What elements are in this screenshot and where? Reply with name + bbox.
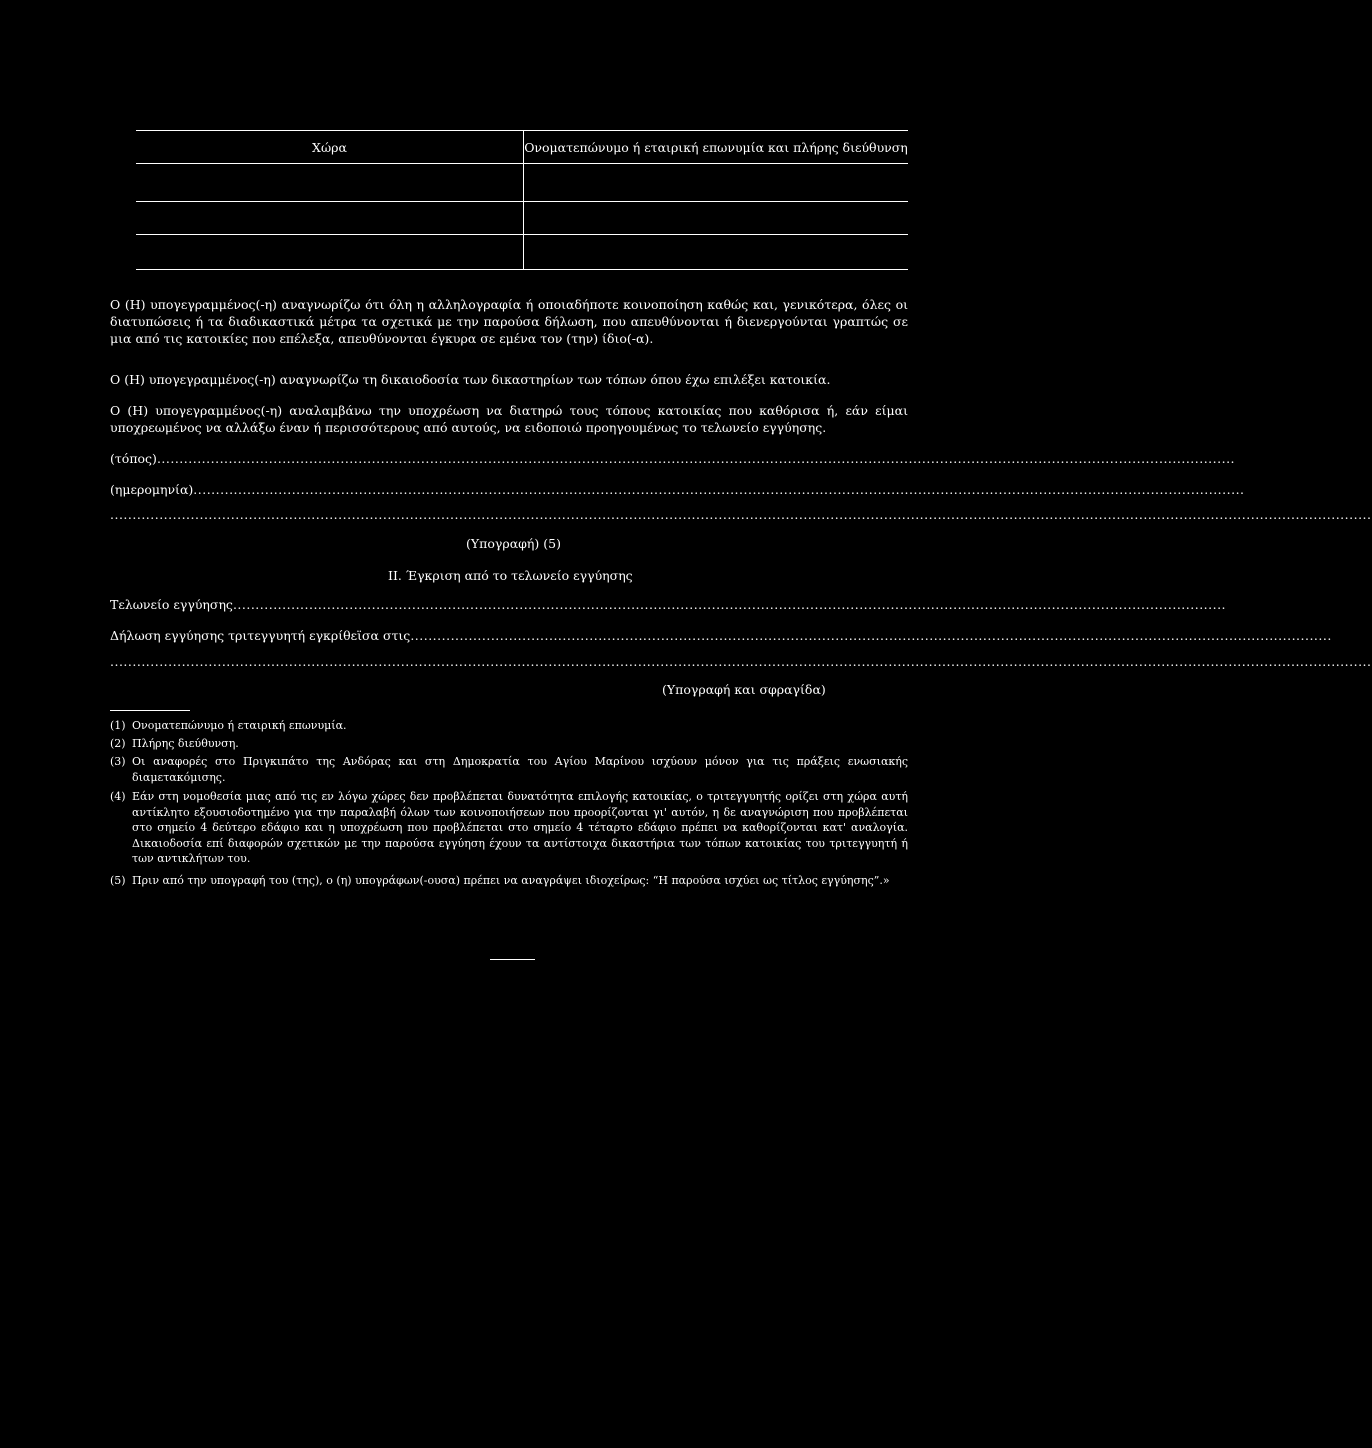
office-label: Τελωνείο εγγύησης [110,597,233,612]
footnote-1 [110,718,908,734]
signature-caption [466,535,561,552]
paragraph-correspondence: Ο (Η) υπογεγραμμένος(-η) αναγνωρίζω ότι όλη η αλληλογραφία ή οποιαδήποτε κοινοποίηση καθώς και, γενικότερα, όλες οι διατυπώσεις ή τα διαδικαστικά μέτρα τα σχετικά με την παρούσα δήλωση, που απευθύνονται ή διενεργούνται γραπτώς σε μια από τις κατοικίες που επέλεξα, απευθύνονται έγκυρα σε εμένα τον (την) ίδιο(-α). [110,297,908,346]
table-header-rule [136,163,908,164]
footnote-3 [110,754,908,785]
place-label: (τόπος) [110,451,157,466]
footnote-text: Οι αναφορές στο Πριγκιπάτο της Ανδόρας και στη Δημοκρατία του Αγίου Μαρίνου ισχύουν μόνον για τις πράξεις ενωσιακής διαμετακόμισης. [132,755,908,784]
footnote-5 [110,873,908,889]
footnote-text: Ονοματεπώνυμο ή εταιρική επωνυμία. [132,719,347,732]
paragraph-jurisdiction: Ο (Η) υπογεγραμμένος(-η) αναγνωρίζω τη δικαιοδοσία των δικαστηρίων των τόπων όπου έχω επιλέξει κατοικία. [110,372,831,387]
date-field: (ημερομηνία)........................................................................................................................................................................................................................................... [110,482,1245,497]
footnote-number: (2) [110,737,126,750]
footnote-text: Πριν από την υπογραφή του (της), ο (η) υπογράφων(-ουσα) πρέπει να αναγράψει ιδιοχείρως: “Η παρούσα ισχύει ως τίτλος εγγύησης”.» [132,874,890,887]
approved-field: Δήλωση εγγύησης τριτεγγυητή εγκρίθεϊσα στις.............................................................................................................................................................................................................. [110,628,1332,643]
table-top-rule [136,130,908,131]
column-header-country: Χώρα [312,140,347,155]
end-of-text-mark [490,959,535,960]
document-page [110,0,1372,1448]
column-header-name-address: Ονοματεπώνυμο ή εταιρική επωνυμία και πλήρης διεύθυνση [524,140,908,155]
footnote-text: Πλήρης διεύθυνση. [132,737,239,750]
footnote-number: (4) [110,790,126,803]
footnote-number: (3) [110,755,126,768]
footnote-rule [110,710,190,711]
footnote-number: (5) [110,874,126,887]
table-column-divider [523,130,524,270]
footnote-4 [110,789,908,867]
dotted-line: .......................................................................................................................................................................................................................................................................................... [110,654,1372,669]
table-row-rule [136,201,908,202]
place-field: (τόπος)................................................................................................................................................................................................................................................. [110,451,1236,466]
footnote-2 [110,736,908,752]
office-field: Τελωνείο εγγύησης.............................................................................................................................................................................................................................. [110,597,1227,612]
approved-label: Δήλωση εγγύησης τριτεγγυητή εγκρίθεϊσα στις [110,628,411,643]
footnote-number: (1) [110,719,126,732]
signature-footnote-ref: (5) [543,536,561,551]
date-label: (ημερομηνία) [110,482,194,497]
signature-label: (Υπογραφή) [466,536,540,551]
table-bottom-rule [136,269,908,270]
table-row-rule [136,234,908,235]
paragraph-obligation: Ο (Η) υπογεγραμμένος(-η) αναλαμβάνω την υποχρέωση να διατηρώ τους τόπους κατοικίας που καθόρισα ή, εάν είμαι υποχρεωμένος να αλλάξω έναν ή περισσότερους από αυτούς, να ειδοποιώ προηγουμένως το τελωνείο εγγύησης. [110,403,908,435]
dotted-line: .......................................................................................................................................................................................................................................................................................... [110,507,1372,522]
stamp-caption: (Υπογραφή και σφραγίδα) [662,682,826,697]
footnote-text: Εάν στη νομοθεσία μιας από τις εν λόγω χώρες δεν προβλέπεται δυνατότητα επιλογής κατοικίας, ο τριτεγγυητής ορίζει στη χώρα αυτή αντίκλητο εξουσιοδοτημένο για την παραλαβή όλων των κοινοποιήσεων που προορίζονται γι' αυτόν, η δε αναγνώριση που προβλέπεται στο σημείο 4 δεύτερο εδάφιο και η υποχρέωση που προβλέπεται στο σημείο 4 τέταρτο εδάφιο πρέπει να καθορίζονται κατ' αναλογία. Δικαιοδοσία επί διαφορών σχετικών με την παρούσα εγγύηση έχουν τα αντίστοιχα δικαστήρια των τόπων κατοικίας του τριτεγγυητή ή των αντικλήτων του. [132,790,908,865]
address-table [136,130,908,270]
section-heading: II. Έγκριση από το τελωνείο εγγύησης [388,568,633,583]
